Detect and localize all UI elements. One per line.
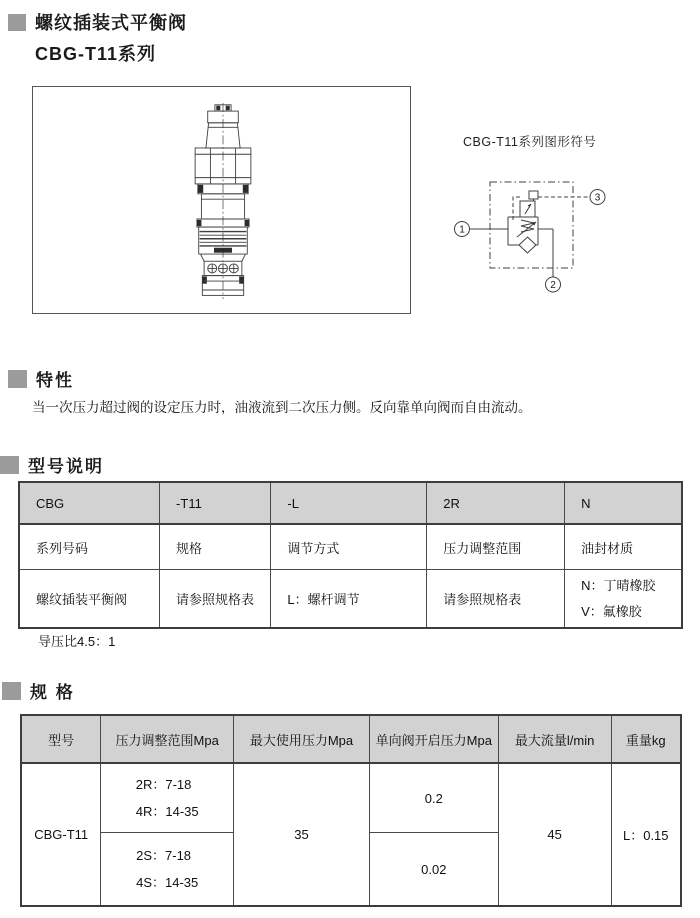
port-1-label: 1 bbox=[459, 224, 465, 236]
model-desc-cell: 螺纹插装平衡阀 bbox=[19, 570, 160, 629]
model-code-cell: -L bbox=[271, 482, 427, 524]
pressure-range: 2S：7-18 bbox=[136, 848, 192, 863]
spec-check-open-cell: 0.02 bbox=[369, 833, 498, 907]
spec-table bbox=[20, 714, 682, 907]
valve-technical-drawing bbox=[178, 103, 268, 299]
valve-drawing-box bbox=[32, 86, 411, 314]
model-label-cell: 压力调整范围 bbox=[427, 524, 565, 570]
pressure-range: 4S：14-35 bbox=[136, 875, 199, 890]
spec-weight-cell: L：0.15 bbox=[611, 763, 681, 906]
features-heading: 特性 bbox=[36, 371, 74, 390]
model-label-row bbox=[19, 524, 682, 570]
seal-option: N：丁晴橡胶 bbox=[581, 577, 656, 593]
pressure-range: 2R：7-18 bbox=[135, 777, 192, 792]
spec-header-cell: 最大流量l/min bbox=[498, 715, 611, 763]
spec-pressure-range-cell bbox=[101, 763, 234, 833]
model-code-cell: -T11 bbox=[160, 482, 271, 524]
features-heading-row bbox=[8, 366, 74, 391]
model-code-cell: 2R bbox=[427, 482, 565, 524]
model-desc-row bbox=[19, 570, 682, 629]
model-heading-row bbox=[2, 452, 104, 477]
spec-pressure-range-cell bbox=[101, 833, 234, 907]
model-code-row bbox=[19, 482, 682, 524]
model-label-cell: 调节方式 bbox=[271, 524, 427, 570]
model-seal-options-cell bbox=[565, 570, 682, 629]
spec-model-cell: CBG-T11 bbox=[21, 763, 101, 906]
model-code-cell: N bbox=[565, 482, 682, 524]
spec-header-row bbox=[21, 715, 681, 763]
specs-heading: 规 格 bbox=[30, 683, 75, 702]
model-label-cell: 系列号码 bbox=[19, 524, 160, 570]
pressure-range: 4R：14-35 bbox=[135, 804, 199, 819]
hydraulic-symbol bbox=[440, 150, 660, 320]
spec-row-a bbox=[21, 763, 681, 833]
spec-header-cell: 最大使用压力Mpa bbox=[234, 715, 370, 763]
spec-max-flow-cell: 45 bbox=[498, 763, 611, 906]
symbol-label: CBG-T11系列图形符号 bbox=[463, 135, 597, 149]
port-2-label: 2 bbox=[550, 280, 556, 291]
pilot-ratio-note: 导压比4.5：1 bbox=[38, 634, 116, 649]
seal-option: V：氟橡胶 bbox=[581, 603, 642, 619]
model-code-cell: CBG bbox=[19, 482, 160, 524]
page-title-row bbox=[8, 9, 187, 35]
spec-header-cell: 压力调整范围Mpa bbox=[101, 715, 234, 763]
model-desc-cell: L：螺杆调节 bbox=[271, 570, 427, 629]
spec-header-cell: 重量kg bbox=[611, 715, 681, 763]
model-heading: 型号说明 bbox=[28, 457, 104, 476]
spec-header-cell: 型号 bbox=[21, 715, 101, 763]
model-bullet-square bbox=[0, 456, 19, 474]
page-subtitle: CBG-T11系列 bbox=[35, 44, 157, 64]
spec-check-open-cell: 0.2 bbox=[369, 763, 498, 833]
page-title: 螺纹插装式平衡阀 bbox=[35, 13, 187, 33]
specs-bullet-square bbox=[2, 682, 21, 700]
model-code-table bbox=[18, 481, 683, 629]
spec-header-cell: 单向阀开启压力Mpa bbox=[369, 715, 498, 763]
features-bullet-square bbox=[8, 370, 27, 388]
spec-max-pressure-cell: 35 bbox=[234, 763, 370, 906]
port-3-label: 3 bbox=[594, 192, 601, 204]
model-label-cell: 油封材质 bbox=[565, 524, 682, 570]
features-text: 当一次压力超过阀的设定压力时，油液流到二次压力侧。反向靠单向阀而自由流动。 bbox=[32, 400, 532, 415]
model-label-cell: 规格 bbox=[160, 524, 271, 570]
model-desc-cell: 请参照规格表 bbox=[160, 570, 271, 629]
specs-heading-row bbox=[2, 678, 75, 703]
title-bullet-square bbox=[8, 14, 26, 31]
model-desc-cell: 请参照规格表 bbox=[427, 570, 565, 629]
